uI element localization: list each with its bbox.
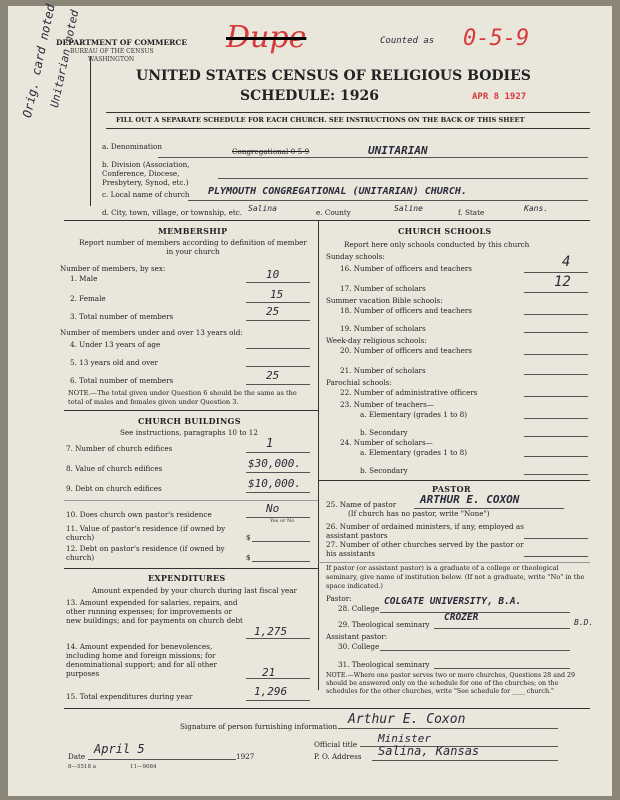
addr-value: Salina, Kansas (378, 744, 480, 758)
q3-label: 3. Total number of members (70, 312, 174, 321)
q11-dollar: $ (246, 533, 251, 542)
addr-label: P. O. Address (314, 752, 362, 761)
form-schedule: SCHEDULE: 1926 (240, 88, 380, 104)
form-title: UNITED STATES CENSUS OF RELIGIOUS BODIES (136, 68, 531, 84)
q29-value: CROZER (444, 612, 479, 623)
q4-label: 4. Under 13 years of age (70, 340, 161, 349)
county-label: e. County (316, 208, 351, 217)
census-form (8, 2, 612, 796)
q16-value: 4 (562, 254, 571, 270)
q7-label: 7. Number of church edifices (66, 444, 173, 453)
summer-label: Summer vacation Bible schools: (326, 296, 443, 305)
q8-value: $30,000. (248, 457, 301, 470)
q27-label: 27. Number of other churches served by the pastor or his assistants (326, 540, 524, 558)
q17-value: 12 (554, 274, 571, 290)
q20-label: 20. Number of officers and teachers (340, 346, 472, 355)
city-field-value: Salina (248, 204, 277, 213)
q15-value: 1,296 (254, 685, 288, 698)
q6-value: 25 (266, 369, 280, 382)
q1-label: 1. Male (70, 274, 98, 283)
q3-value: 25 (266, 305, 280, 318)
q29-label: 29. Theological seminary (338, 620, 430, 629)
expenditures-intro: Amount expended by your church during last fiscal year (92, 586, 297, 595)
q28-label: 28. College (338, 604, 380, 613)
q14-value: 21 (262, 666, 276, 679)
q17-label: 17. Number of scholars (340, 284, 426, 293)
division-label: b. Division (Association, Conference, Diocese, Presbytery, Synod, etc.) (102, 160, 190, 187)
sig-label: Signature of person furnishing information (180, 722, 338, 731)
q29-degree: B.D. (574, 618, 594, 627)
q21-label: 21. Number of scholars (340, 366, 426, 375)
dept-label: DEPARTMENT OF COMMERCE (56, 38, 188, 47)
asst-sub-label: Assistant pastor: (326, 632, 388, 641)
q18-label: 18. Number of officers and teachers (340, 306, 472, 315)
membership-title: MEMBERSHIP (158, 226, 228, 236)
q10-label: 10. Does church own pastor's residence (66, 510, 212, 519)
form-number-2: 11—9084 (130, 764, 157, 770)
q6-label: 6. Total number of members (70, 376, 174, 385)
q7-value: 1 (266, 436, 274, 450)
q25-label: 25. Name of pastor (326, 500, 397, 509)
q24a-label: a. Elementary (grades 1 to 8) (360, 448, 467, 457)
city-label: WASHINGTON (88, 56, 135, 63)
date-value: April 5 (94, 742, 145, 756)
q9-value: $10,000. (248, 477, 301, 490)
q28-value: COLGATE UNIVERSITY, B.A. (384, 596, 522, 607)
q30-label: 30. College (338, 642, 380, 651)
q9-label: 9. Debt on church edifices (66, 484, 162, 493)
signature: Arthur E. Coxon (348, 712, 466, 727)
q25-note: (If church has no pastor, write "None") (348, 509, 490, 518)
membership-intro: Report number of members according to definition of member in your church (79, 238, 307, 256)
city-field-label: d. City, town, village, or township, etc. (102, 208, 243, 217)
q10-value: No (266, 502, 280, 515)
q13-value: 1,275 (254, 625, 288, 638)
q11-label: 11. Value of pastor's residence (if owned by church) (66, 524, 226, 542)
yesno-label: Yes or No (270, 518, 295, 524)
age-label: Number of members under and over 13 years old: (60, 328, 243, 337)
q23-label: 23. Number of teachers— (340, 400, 434, 409)
pastor-note: NOTE.—Where one pastor serves two or more churches, Questions 28 and 29 should be answered only on the schedule for one of the churches; on the schedules for the other churches, write "See schedule for ____ church." (326, 672, 576, 695)
q15-label: 15. Total expenditures during year (66, 692, 193, 701)
q31-label: 31. Theological seminary (338, 660, 430, 669)
bysex-label: Number of members, by sex: (60, 264, 166, 273)
membership-note: NOTE.—The total given under Question 6 should be the same as the total of males and females given under Question 3. (68, 389, 297, 406)
sunday-label: Sunday schools: (326, 252, 385, 261)
date-stamp: APR 8 1927 (472, 92, 527, 102)
title-label: Official title (314, 740, 358, 749)
q24b-label: b. Secondary (360, 466, 408, 475)
q19-label: 19. Number of scholars (340, 324, 426, 333)
q16-label: 16. Number of officers and teachers (340, 264, 472, 273)
form-number: 8—5518 a (68, 764, 97, 770)
margin-note-2: Unitarian noted (48, 8, 82, 109)
year-value: 1927 (236, 752, 255, 761)
schools-intro: Report here only schools conducted by this church (344, 240, 530, 249)
q8-label: 8. Value of church edifices (66, 464, 163, 473)
weekday-label: Week-day religious schools: (326, 336, 427, 345)
q25-value: ARTHUR E. COXON (420, 493, 520, 506)
q2-value: 15 (270, 288, 284, 301)
q22-label: 22. Number of administrative officers (340, 388, 478, 397)
state-label: f. State (458, 208, 485, 217)
q5-label: 5. 13 years old and over (70, 358, 158, 367)
q26-label: 26. Number of ordained ministers, if any, employed as assistant pastors (326, 522, 524, 540)
q14-label: 14. Amount expended for benevolences, including home and foreign missions; for denominational support; and for all other purposes (66, 642, 217, 678)
grad-note: If pastor (or assistant pastor) is a graduate of a college or theological seminary, give name of institution below. (If not a graduate, write "No" in the space indicated.) (326, 564, 585, 590)
code-note: 0-5-9 (463, 26, 530, 51)
parochial-label: Parochial schools: (326, 378, 392, 387)
local-name-label: c. Local name of church (102, 190, 190, 199)
schools-title: CHURCH SCHOOLS (398, 226, 492, 236)
title-value: Minister (378, 732, 431, 745)
pastor-sub-label: Pastor: (326, 594, 352, 603)
buildings-intro: See instructions, paragraphs 10 to 12 (120, 428, 258, 437)
instructions: FILL OUT A SEPARATE SCHEDULE FOR EACH CHURCH. SEE INSTRUCTIONS ON THE BACK OF THIS SHEET (116, 116, 525, 124)
date-label: Date (68, 752, 86, 761)
q1-value: 10 (266, 268, 280, 281)
counted-note: Counted as (380, 36, 435, 46)
buildings-title: CHURCH BUILDINGS (138, 416, 241, 426)
dupe-mark: Dupe (226, 20, 307, 55)
q12-label: 12. Debt on pastor's residence (if owned by church) (66, 544, 225, 562)
denomination-struck: Congregational 0-5-9 (232, 147, 310, 156)
bureau-label: BUREAU OF THE CENSUS (70, 48, 154, 55)
q2-label: 2. Female (70, 294, 106, 303)
denomination-value: UNITARIAN (368, 144, 428, 157)
county-value: Saline (394, 204, 423, 213)
q12-dollar: $ (246, 553, 251, 562)
q24-label: 24. Number of scholars— (340, 438, 433, 447)
expenditures-title: EXPENDITURES (148, 573, 226, 583)
margin-note: Orig. card noted (20, 2, 58, 119)
q13-label: 13. Amount expended for salaries, repairs, and other running expenses; for improvements or new buildings; and for payments on church debt (66, 598, 243, 625)
state-value: Kans. (524, 204, 549, 213)
q23b-label: b. Secondary (360, 428, 408, 437)
local-name-value: PLYMOUTH CONGREGATIONAL (UNITARIAN) CHURCH. (208, 186, 467, 197)
q23a-label: a. Elementary (grades 1 to 8) (360, 410, 467, 419)
pastor-title: PASTOR (432, 484, 471, 494)
denomination-label: a. Denomination (102, 142, 162, 151)
